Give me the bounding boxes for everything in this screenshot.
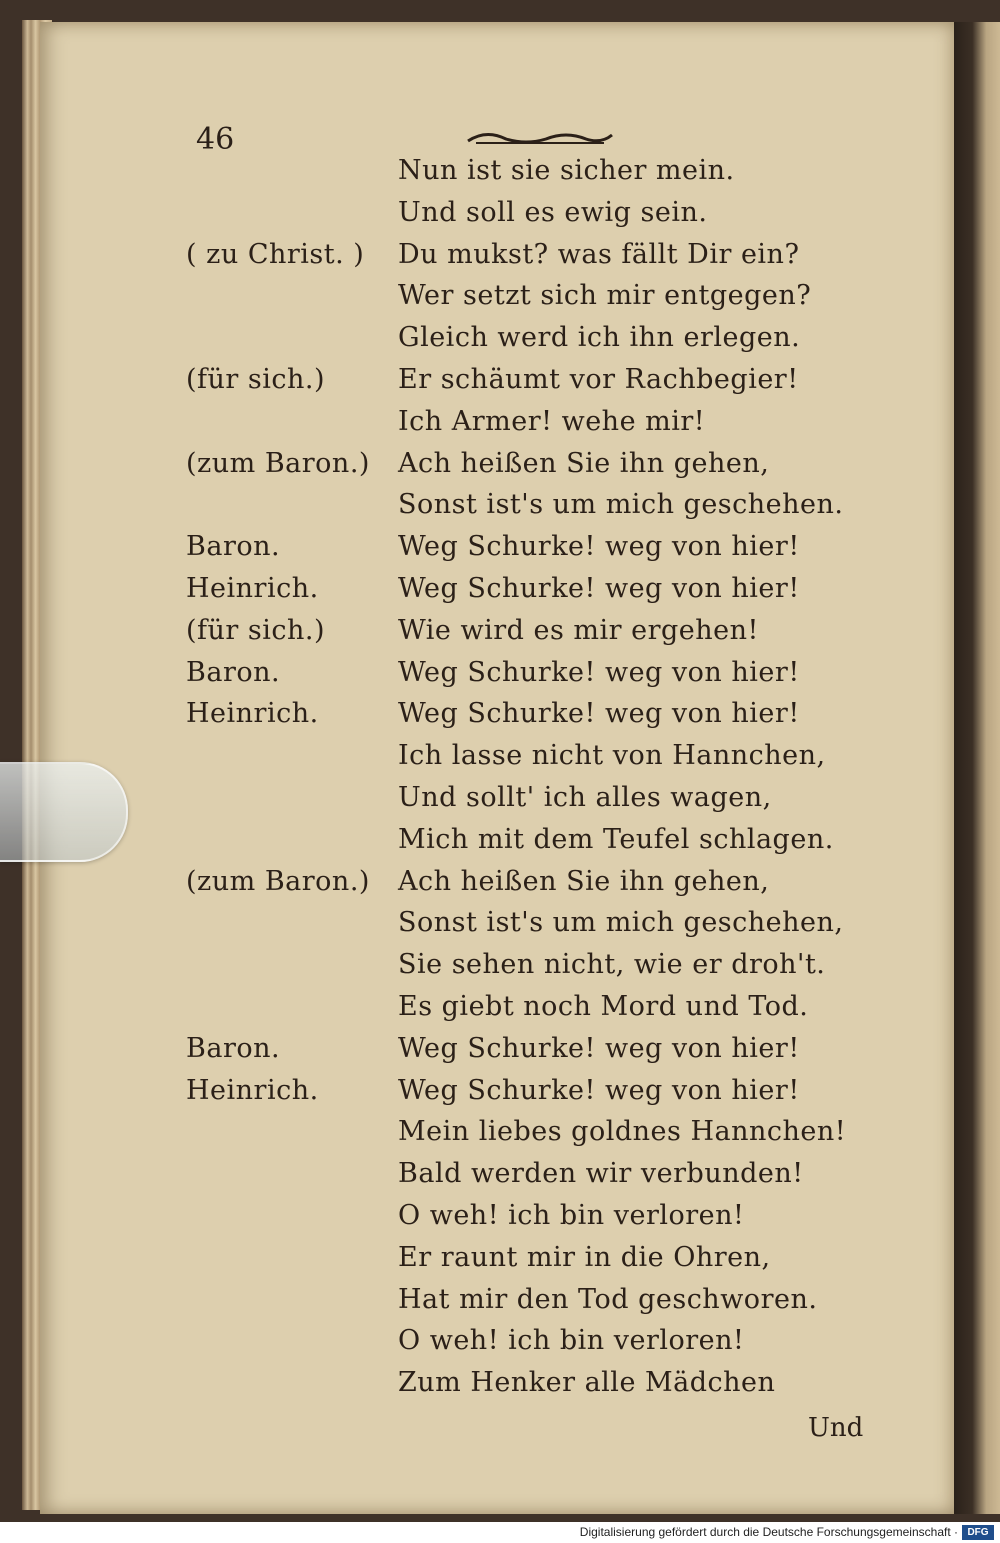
speaker-label: Heinrich. [186,698,319,730]
verse-line: Ich lasse nicht von Hannchen, [398,740,826,772]
verse-line: Bald werden wir verbunden! [398,1158,804,1190]
scanner-clip [0,762,128,862]
verse-line: Mich mit dem Teufel schlagen. [398,823,834,855]
verse-line: Weg Schurke! weg von hier! [398,1074,800,1106]
verse-line: Weg Schurke! weg von hier! [398,1032,800,1064]
catchword: Und [808,1413,864,1443]
verse-line: Wer setzt sich mir entgegen? [398,280,812,312]
speaker-label: (für sich.) [186,364,326,395]
verse-line: Weg Schurke! weg von hier! [398,656,800,688]
verse-line: Du mukst? was fällt Dir ein? [398,238,800,270]
footer-bar [0,1522,1000,1543]
verse-line: O weh! ich bin verloren! [398,1325,745,1357]
verse-line: Gleich werd ich ihn erlegen. [398,322,801,354]
verse-line: Ach heißen Sie ihn gehen, [398,865,770,897]
verse-line: Es giebt noch Mord und Tod. [398,991,809,1022]
speaker-label: (zum Baron.) [186,865,370,897]
verse-line: Ach heißen Sie ihn gehen, [398,447,770,479]
verse-line: Sie sehen nicht, wie er droh't. [398,949,826,981]
verse-line: Mein liebes goldnes Hannchen! [398,1116,847,1148]
header-ornament [466,127,614,147]
speaker-label: Heinrich. [186,1074,319,1106]
speaker-label: Baron. [186,656,281,688]
verse-line: O weh! ich bin verloren! [398,1200,745,1231]
dfg-logo: DFG [962,1525,994,1540]
verse-line: Ich Armer! wehe mir! [398,405,706,437]
speaker-label: (zum Baron.) [186,447,370,479]
speaker-label: (für sich.) [186,614,326,646]
verse-line: Und sollt' ich alles wagen, [398,782,772,813]
verse-line: Sonst ist's um mich geschehen. [398,489,844,521]
verse-line: Er raunt mir in die Ohren, [398,1241,771,1273]
verse-line: Wie wird es mir ergehen! [398,614,759,646]
verse-line: Sonst ist's um mich geschehen, [398,907,844,939]
page-number: 46 [196,122,235,157]
verse-line: Weg Schurke! weg von hier! [398,698,800,730]
speaker-label: ( zu Christ. ) [186,238,365,270]
verse-line: Weg Schurke! weg von hier! [398,573,800,604]
footer-credit: Digitalisierung gefördert durch die Deutsche Forschungsgemeinschaft · [579,1525,958,1539]
speaker-label: Heinrich. [186,573,319,604]
verse-line: Hat mir den Tod geschworen. [398,1283,818,1315]
book-gutter [954,22,1000,1514]
verse-line: Er schäumt vor Rachbegier! [398,364,799,395]
verse-line: Weg Schurke! weg von hier! [398,531,800,563]
verse-line: Und soll es ewig sein. [398,196,708,228]
speaker-label: Baron. [186,531,281,563]
verse-line: Nun ist sie sicher mein. [398,155,735,186]
verse-line: Zum Henker alle Mädchen [398,1367,776,1399]
speaker-label: Baron. [186,1032,281,1064]
